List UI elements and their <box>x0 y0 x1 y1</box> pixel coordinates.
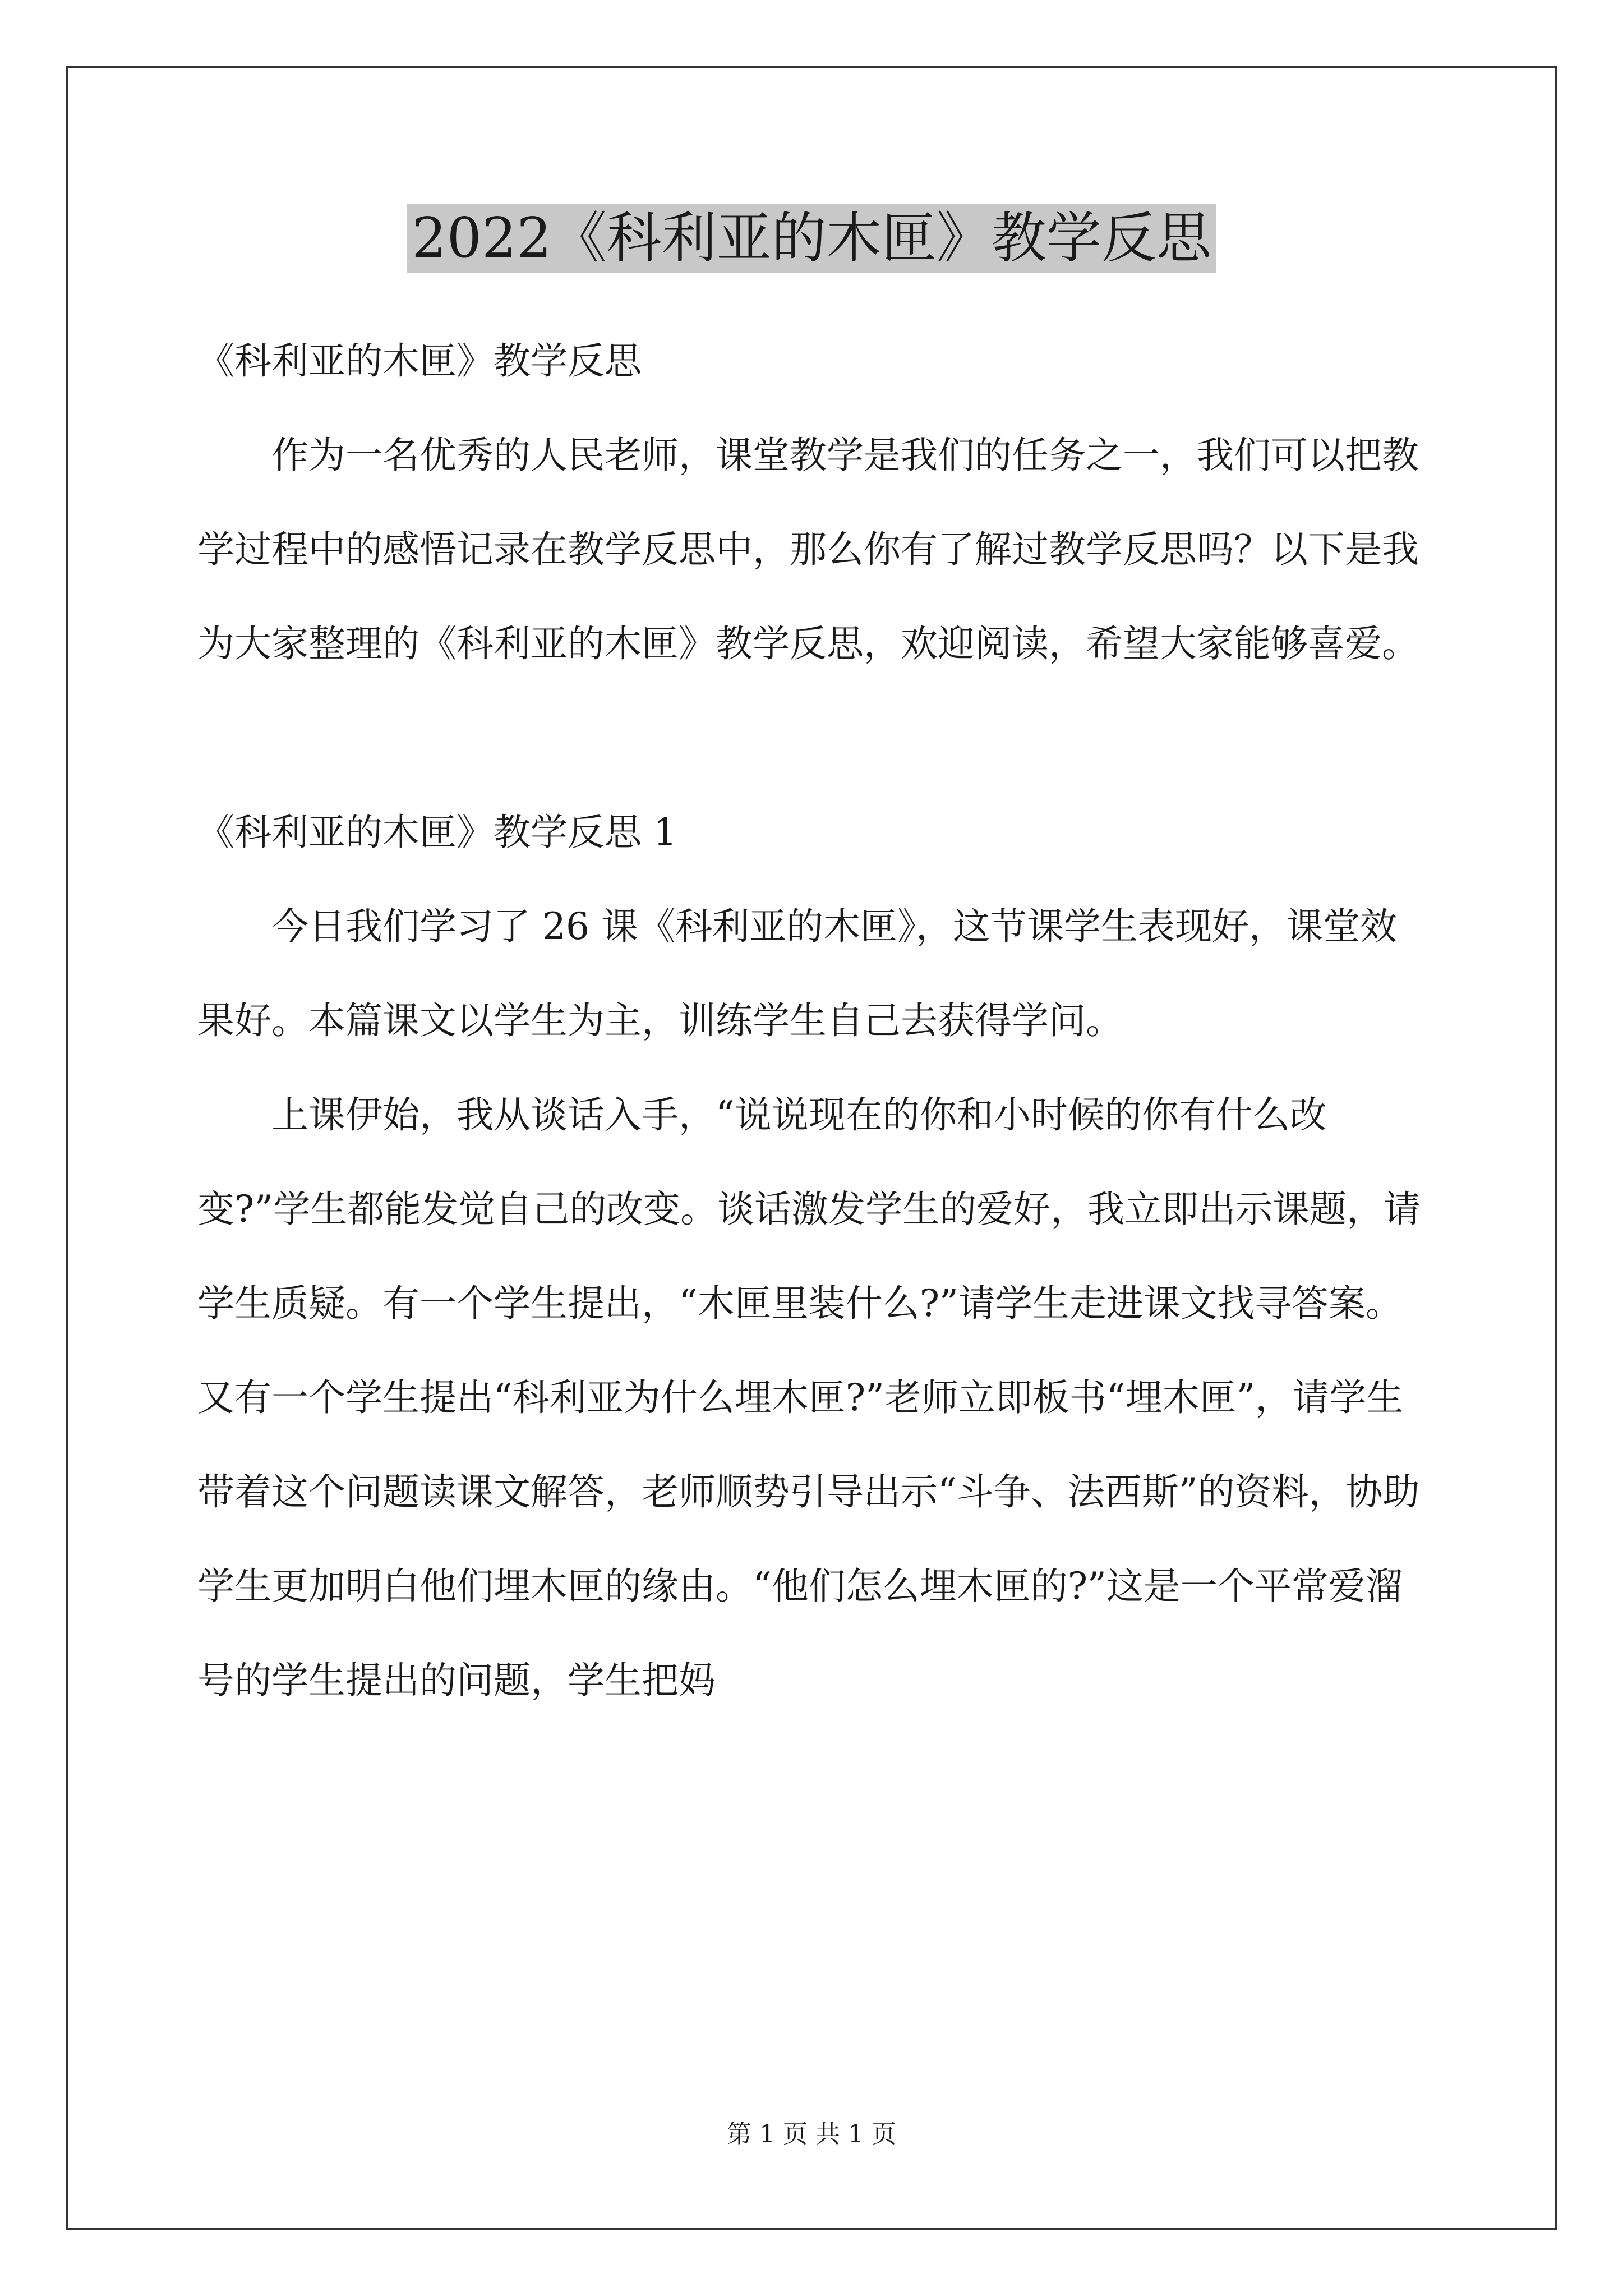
page-footer: 第 1 页 共 1 页 <box>727 2120 896 2148</box>
intro-heading: 《科利亚的木匣》教学反思 <box>197 339 642 383</box>
intro-paragraph: 作为一名优秀的人民老师，课堂教学是我们的任务之一，我们可以把教学过程中的感悟记录在教学反思中，那么你有了解过教学反思吗？以下是我为大家整理的《科利亚的木匣》教学反思，欢迎阅读，希望大家能够喜爱。 <box>197 434 1419 665</box>
document-title <box>0 196 1623 280</box>
document-title-text: 2022《科利亚的木匣》教学反思 <box>407 204 1215 273</box>
document-body <box>197 314 1431 1728</box>
section-1-heading: 《科利亚的木匣》教学反思 1 <box>197 811 677 854</box>
section-1-paragraph-1: 今日我们学习了 26 课《科利亚的木匣》，这节课学生表现好，课堂效果好。本篇课文以学生为主，训练学生自己去获得学问。 <box>197 905 1397 1042</box>
section-1-paragraph-2: 上课伊始，我从谈话入手，“说说现在的你和小时候的你有什么改变?”学生都能发觉自己的改变。谈话激发学生的爱好，我立即出示课题，请学生质疑。有一个学生提出，“木匣里装什么?”请学生走进课文找寻答案。又有一个学生提出“科利亚为什么埋木匣?”老师立即板书“埋木匣”，请学生带着这个问题读课文解答，老师顺势引导出示“斗争、法西斯”的资料，协助学生更加明白他们埋木匣的缘由。“他们怎么埋木匣的?”这是一个平常爱溜号的学生提出的问题，学生把妈 <box>197 1093 1421 1702</box>
